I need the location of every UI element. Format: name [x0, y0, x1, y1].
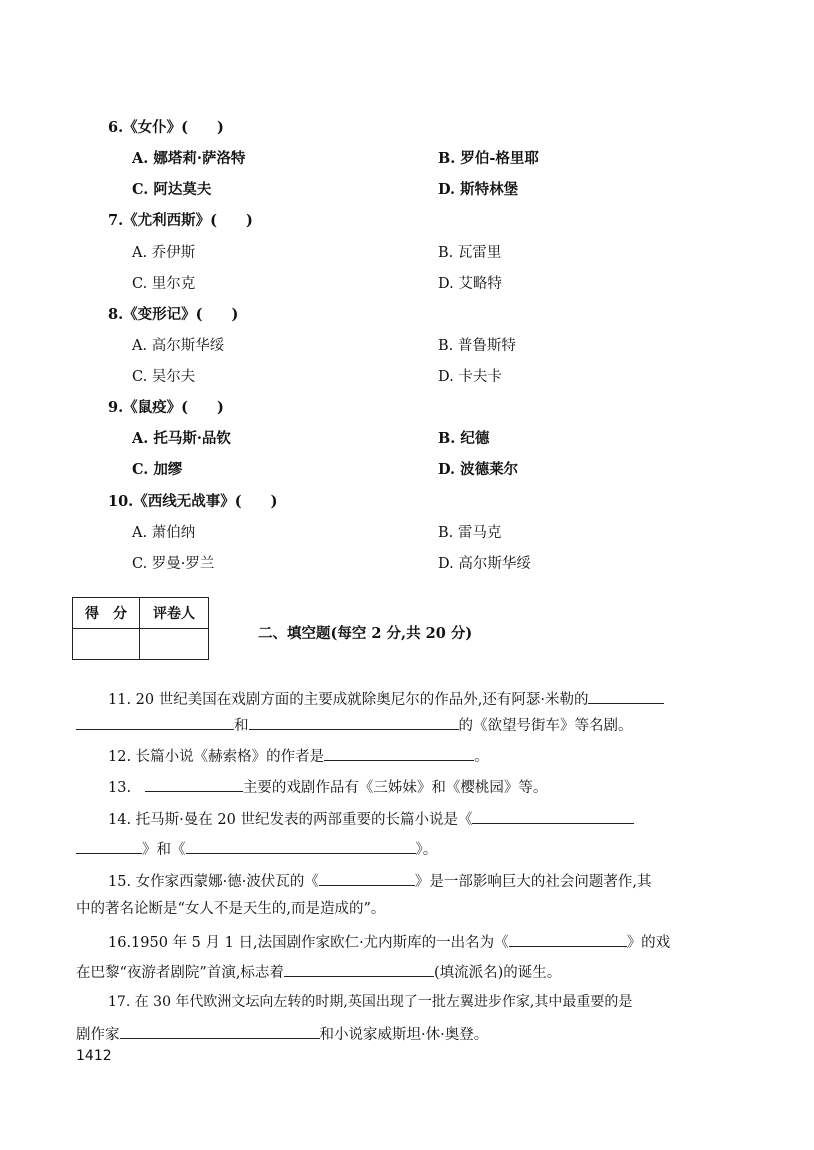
- question-15-text: 》是一部影响巨大的社会问题著作,其: [414, 874, 652, 890]
- question-10-option-a: A. 萧伯纳: [132, 525, 196, 541]
- question-8-stem: 8.《变形记》( ): [108, 306, 239, 323]
- question-16-line-2: [76, 961, 561, 983]
- answer-blank: [588, 688, 664, 704]
- question-7-option-b: B. 瓦雷里: [438, 245, 502, 261]
- question-9-option-b: B. 纪德: [438, 430, 490, 447]
- question-11-line-1: [108, 688, 664, 710]
- answer-blank: [76, 714, 234, 730]
- question-14-text: 》和《: [142, 842, 186, 858]
- grader-header: 评卷人: [140, 598, 209, 629]
- question-6-option-a: A. 娜塔莉·萨洛特: [132, 150, 246, 167]
- question-16-text: (填流派名)的诞生。: [433, 965, 562, 981]
- question-14-line-1: [108, 808, 634, 830]
- answer-blank: [120, 1023, 320, 1039]
- question-9-option-a: A. 托马斯·品钦: [132, 430, 231, 447]
- question-16-text: 16.1950 年 5 月 1 日,法国剧作家欧仁·尤内斯库的一出名为《: [108, 935, 509, 951]
- question-13-text: 主要的戏剧作品有《三姊妹》和《樱桃园》等。: [242, 780, 548, 796]
- question-12-text: 。: [474, 749, 489, 765]
- question-13-line: [108, 776, 547, 798]
- score-cell: [73, 629, 140, 660]
- question-8-option-a: A. 高尔斯华绥: [132, 338, 225, 354]
- score-table: [72, 597, 209, 660]
- grader-cell: [140, 629, 209, 660]
- question-7-option-c: C. 里尔克: [132, 276, 196, 292]
- question-17-text: 剧作家: [76, 1027, 120, 1043]
- question-11-text: 的《欲望号街车》等名剧。: [458, 718, 633, 734]
- question-12-line: [108, 745, 489, 767]
- question-17-text: 和小说家威斯坦·休·奥登。: [319, 1027, 489, 1043]
- answer-blank: [76, 838, 142, 854]
- question-7-stem: 7.《尤利西斯》( ): [108, 212, 253, 229]
- question-15-text: 15. 女作家西蒙娜·德·波伏瓦的《: [108, 874, 319, 890]
- answer-blank: [472, 808, 634, 824]
- answer-blank: [145, 776, 243, 792]
- answer-blank: [509, 931, 627, 947]
- answer-blank: [284, 961, 434, 977]
- question-11-text: 和: [234, 718, 249, 734]
- question-8-option-c: C. 吴尔夫: [132, 369, 196, 385]
- question-10-stem: 10.《西线无战事》( ): [108, 493, 278, 510]
- question-9-option-d: D. 波德莱尔: [438, 461, 519, 478]
- question-6-option-c: C. 阿达莫夫: [132, 181, 212, 198]
- question-13-text: 13.: [108, 780, 132, 796]
- question-16-text: 》的戏: [626, 935, 671, 951]
- question-9-option-c: C. 加缪: [132, 461, 183, 478]
- answer-blank: [324, 745, 474, 761]
- question-6-option-b: B. 罗伯-格里耶: [438, 150, 539, 167]
- question-9-stem: 9.《鼠疫》( ): [108, 399, 224, 416]
- question-7-option-a: A. 乔伊斯: [132, 245, 196, 261]
- answer-blank: [186, 838, 416, 854]
- question-15-line-2: 中的著名论断是“女人不是天生的,而是造成的”。: [76, 901, 386, 917]
- question-7-option-d: D. 艾略特: [438, 276, 502, 292]
- page-number: 1412: [76, 1048, 112, 1064]
- question-8-option-d: D. 卡夫卡: [438, 369, 502, 385]
- section-2-title: 二、填空题(每空 2 分,共 20 分): [258, 625, 473, 642]
- question-8-option-b: B. 普鲁斯特: [438, 338, 516, 354]
- answer-blank: [319, 870, 415, 886]
- question-11-line-2: [76, 714, 633, 736]
- question-17-line-1: 17. 在 30 年代欧洲文坛向左转的时期,英国出现了一批左翼进步作家,其中最重要的是: [108, 994, 633, 1010]
- question-16-text: 在巴黎“夜游者剧院”首演,标志着: [76, 965, 284, 981]
- question-14-text: 14. 托马斯·曼在 20 世纪发表的两部重要的长篇小说是《: [108, 812, 473, 828]
- question-15-line-1: [108, 870, 652, 892]
- question-17-line-2: [76, 1023, 488, 1045]
- question-14-text: 》。: [415, 842, 438, 858]
- question-11-text: 11. 20 世纪美国在戏剧方面的主要成就除奥尼尔的作品外,还有阿瑟·米勒的: [108, 692, 589, 708]
- question-6-stem: 6.《女仆》( ): [108, 119, 224, 136]
- answer-blank: [249, 714, 459, 730]
- question-10-option-d: D. 高尔斯华绥: [438, 556, 531, 572]
- question-14-line-2: [76, 838, 437, 860]
- question-10-option-c: C. 罗曼·罗兰: [132, 556, 215, 572]
- question-12-text: 12. 长篇小说《赫索格》的作者是: [108, 749, 325, 765]
- question-6-option-d: D. 斯特林堡: [438, 181, 519, 198]
- score-header: 得 分: [73, 598, 140, 629]
- question-16-line-1: [108, 931, 670, 953]
- question-10-option-b: B. 雷马克: [438, 525, 502, 541]
